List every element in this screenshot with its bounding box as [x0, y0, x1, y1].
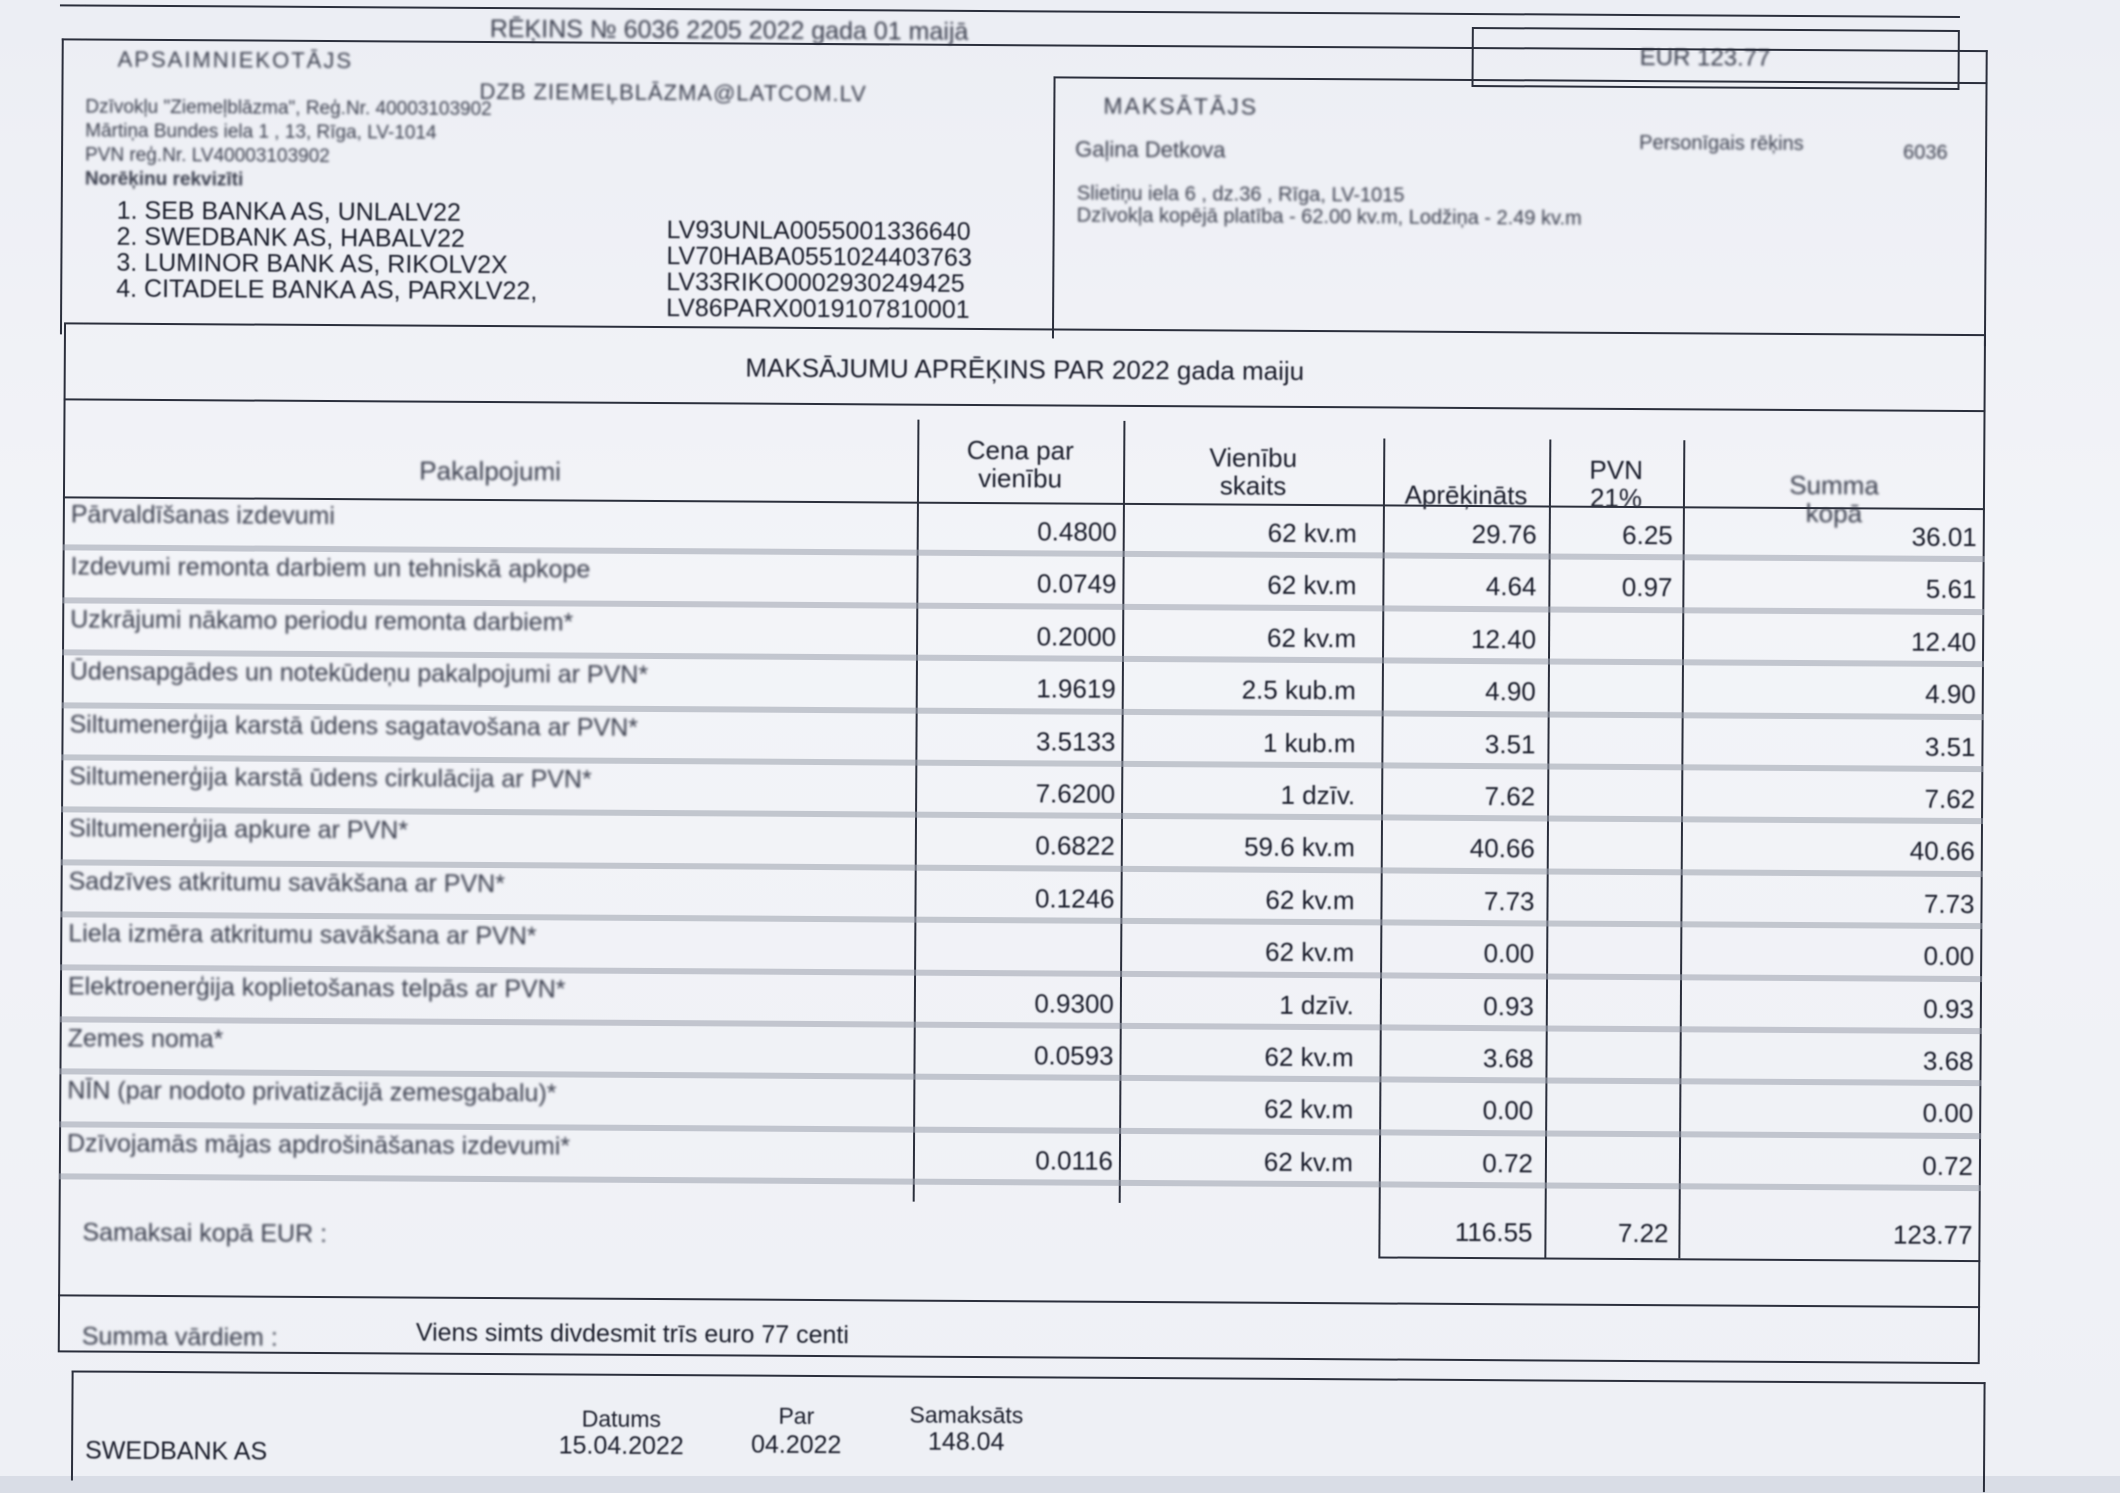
cell-total: 3.68 [1922, 1045, 1974, 1077]
cell-total: 0.72 [1922, 1150, 1974, 1181]
bank-4-account: LV86PARX0019107810001 [666, 294, 970, 324]
payment-period-label: Par [778, 1402, 815, 1430]
header-price: Cena par vienību [966, 434, 1074, 494]
cell-vat: 6.25 [1622, 519, 1673, 551]
payment-paid: 148.04 [927, 1427, 1005, 1457]
payer-address: Slietiņu iela 6 , dz.36 , Rīga, LV-1015 [1076, 182, 1405, 207]
cell-service: Siltumenerģija karstā ūdens cirkulācija ar PVN* [69, 762, 592, 794]
cell-service: Izdevumi remonta darbiem un tehniskā apkope [70, 552, 591, 585]
supplier-name: DZB ZIEMEĻBLĀZMA@LATCOM.LV [479, 78, 867, 107]
supplier-line1: Dzīvokļu "Ziemeļblāzma", Reģ.Nr. 40003103902 [85, 96, 492, 121]
totals-calc: 116.55 [1454, 1216, 1533, 1248]
cell-units: 62 kv.m [1266, 622, 1357, 654]
cell-units: 62 kv.m [1264, 1041, 1354, 1073]
bank-3-account: LV33RIKO0002930249425 [666, 268, 965, 298]
cell-calc: 4.64 [1485, 571, 1537, 602]
table-title-text: MAKSĀJUMU APRĒĶINS PAR 2022 gada maiju [745, 352, 1305, 386]
cell-units: 62 kv.m [1263, 1146, 1354, 1178]
cell-total: 0.00 [1922, 1098, 1974, 1129]
cell-price: 7.6200 [1035, 778, 1116, 809]
cell-price: 0.4800 [1037, 516, 1117, 547]
payer-account-label: Personīgais rēķins [1639, 132, 1804, 156]
cell-units: 59.6 kv.m [1243, 832, 1355, 863]
banks-label: Norēķinu rekvizīti [84, 168, 244, 191]
cell-total: 40.66 [1909, 836, 1975, 867]
payment-date: 15.04.2022 [558, 1431, 684, 1461]
header-total: Summa kopā [1789, 469, 1879, 529]
cell-total: 12.40 [1910, 626, 1977, 657]
cell-price: 0.2000 [1036, 621, 1117, 652]
words-value: Viens simts divdesmit trīs euro 77 centi [415, 1318, 849, 1350]
bank-2-name: 2. SWEDBANK AS, HABALV22 [116, 222, 465, 253]
cell-units: 62 kv.m [1265, 884, 1355, 916]
payment-period: 04.2022 [750, 1430, 842, 1460]
cell-service: Siltumenerģija karstā ūdens sagatavošana ar PVN* [69, 710, 639, 742]
bank-1-account: LV93UNLA0055001336640 [666, 216, 971, 246]
cell-price: 3.5133 [1035, 725, 1116, 757]
totals-label: Samaksai kopā EUR : [82, 1218, 328, 1249]
cell-calc: 12.40 [1470, 623, 1537, 655]
cell-calc: 3.68 [1482, 1043, 1534, 1074]
cell-calc: 40.66 [1469, 833, 1535, 864]
cell-units: 1 dzīv. [1280, 779, 1356, 811]
header-units: Vienību skaits [1209, 442, 1298, 501]
cell-units: 62 kv.m [1267, 570, 1357, 601]
cell-service: Sadzīves atkritumu savākšana ar PVN* [68, 867, 506, 898]
payer-label: MAKSĀTĀJS [1103, 92, 1259, 120]
header-calc: Aprēķināts [1404, 479, 1528, 511]
cell-units: 1 kub.m [1262, 727, 1356, 758]
bank-4-name: 4. CITADELE BANKA AS, PARXLV22, [116, 274, 538, 306]
cell-calc: 0.93 [1483, 990, 1534, 1021]
cell-service: Uzkrājumi nākamo periodu remonta darbiem* [70, 605, 574, 637]
invoice-amount: EUR 123.77 [1639, 44, 1771, 72]
cell-service: Elektroenerģija koplietošanas telpās ar PVN* [67, 972, 566, 1004]
cell-service: Liela izmēra atkritumu savākšana ar PVN* [68, 919, 537, 951]
cell-calc: 7.62 [1484, 781, 1536, 812]
cell-total: 0.00 [1923, 940, 1975, 972]
cell-price: 0.0593 [1033, 1040, 1114, 1071]
cell-calc: 0.00 [1482, 1095, 1534, 1126]
invoice-title: RĒĶINS № 6036 2205 2022 gada 01 maijā [489, 14, 969, 46]
cell-calc: 4.90 [1485, 676, 1536, 707]
cell-units: 62 kv.m [1264, 1094, 1354, 1125]
cell-total: 5.61 [1925, 574, 1977, 605]
cell-calc: 29.76 [1471, 519, 1537, 550]
totals-vat: 7.22 [1617, 1217, 1669, 1249]
cell-service: Dzīvojamās mājas apdrošināšanas izdevumi* [66, 1129, 571, 1161]
cell-calc: 3.51 [1484, 728, 1536, 759]
cell-total: 0.93 [1923, 993, 1974, 1024]
bank-1-name: 1. SEB BANKA AS, UNLALV22 [116, 196, 461, 227]
supplier-line2: Mārtiņa Bundes iela 1 , 13, Rīga, LV-1014 [85, 120, 437, 144]
payment-bank: SWEDBANK AS [85, 1436, 268, 1466]
cell-calc: 0.72 [1482, 1147, 1534, 1179]
totals-total: 123.77 [1892, 1219, 1973, 1251]
bank-2-account: LV70HABA0551024403763 [666, 242, 972, 272]
cell-vat: 0.97 [1621, 572, 1673, 603]
cell-units: 62 kv.m [1265, 936, 1355, 968]
cell-service: Ūdensapgādes un notekūdeņu pakalpojumi ar PVN* [69, 657, 649, 690]
payer-name: Gaļina Detkova [1075, 136, 1226, 163]
payer-area: Dzīvokļa kopējā platība - 62.00 kv.m, Lodžiņa - 2.49 kv.m [1076, 204, 1582, 230]
header-service: Pakalpojumi [419, 455, 562, 487]
cell-price: 0.0116 [1035, 1145, 1114, 1176]
cell-service: Siltumenerģija apkure ar PVN* [68, 814, 409, 845]
cell-calc: 0.00 [1483, 938, 1535, 969]
cell-units: 2.5 kub.m [1241, 674, 1356, 706]
cell-service: Pārvaldīšanas izdevumi [70, 500, 335, 531]
payment-date-label: Datums [581, 1405, 662, 1433]
cell-units: 62 kv.m [1267, 517, 1357, 549]
supplier-label: APSAIMNIEKOTĀJS [117, 46, 354, 74]
cell-total: 7.62 [1924, 783, 1976, 815]
cell-total: 7.73 [1923, 888, 1975, 919]
cell-price: 0.1246 [1034, 883, 1115, 914]
bank-3-name: 3. LUMINOR BANK AS, RIKOLV2X [116, 248, 508, 280]
cell-price: 0.0749 [1036, 568, 1117, 600]
cell-service: Zemes noma* [67, 1024, 224, 1054]
cell-units: 1 dzīv. [1279, 989, 1354, 1020]
cell-service: NĪN (par nodoto privatizācijā zemesgabalu)* [67, 1076, 557, 1108]
cell-total: 3.51 [1924, 731, 1976, 762]
cell-total: 36.01 [1911, 521, 1977, 553]
cell-total: 4.90 [1925, 678, 1976, 710]
cell-price: 1.9619 [1036, 673, 1116, 705]
supplier-line3: PVN reģ.Nr. LV40003103902 [84, 144, 330, 168]
words-label: Summa vārdiem : [81, 1322, 278, 1352]
payment-paid-label: Samaksāts [909, 1401, 1024, 1429]
cell-calc: 7.73 [1483, 885, 1535, 917]
header-vat: PVN 21% [1589, 454, 1643, 514]
payer-account-no: 6036 [1903, 141, 1948, 164]
cell-price: 0.6822 [1035, 830, 1115, 862]
cell-price: 0.9300 [1034, 987, 1114, 1019]
